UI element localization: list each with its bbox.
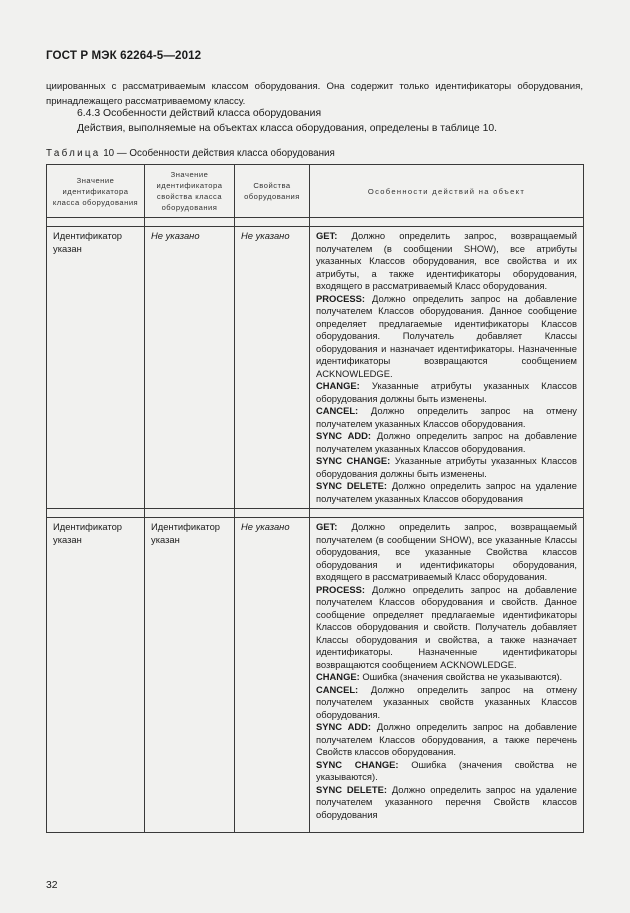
action-text: Ошибка (значения свойства не указываются). [359, 671, 563, 682]
cell-action-features [310, 227, 584, 509]
action-text: Указанные атрибуты указанных Классов оборудования должны быть изменены. [316, 455, 577, 479]
section-heading: 6.4.3 Особенности действий класса оборудования [77, 108, 322, 119]
action-label: GET: [316, 230, 338, 241]
action-label: SYNC DELETE: [316, 480, 387, 491]
action-entry [316, 684, 577, 722]
cell-equipment-properties: Не указано [235, 227, 310, 509]
action-label: SYNC CHANGE: [316, 455, 391, 466]
table-row [47, 518, 584, 833]
page-number: 32 [46, 880, 58, 891]
action-label: CANCEL: [316, 405, 359, 416]
action-label: PROCESS: [316, 292, 365, 304]
action-text: Должно определить запрос, возвращаемый получателем (в сообщении SHOW), все указанные Классы оборудования, все указанные Свойства классов оборудования и идентификаторы оборудования, входящего в рассматриваемый Класс оборудования. [316, 521, 577, 582]
action-label: SYNC ADD: [316, 430, 372, 441]
header-property-id: Значение идентификатора свойства класса оборудования [145, 165, 235, 218]
action-label: CHANGE: [316, 380, 360, 391]
action-entry [316, 230, 577, 293]
action-entry [316, 671, 577, 684]
action-entry [316, 380, 577, 405]
action-label: SYNC CHANGE: [316, 758, 399, 770]
cell-class-id: Идентификатор указан [47, 227, 145, 509]
action-text: Должно определить запрос на удаление получателем указанных Классов оборудования [316, 480, 578, 504]
table-caption-prefix: Таблица [46, 148, 101, 159]
action-entry [316, 759, 577, 784]
action-label: SYNC ADD: [316, 721, 372, 732]
action-entry [316, 405, 577, 430]
document-header: ГОСТ Р МЭК 62264-5—2012 [46, 49, 202, 62]
action-label: CANCEL: [316, 683, 359, 695]
action-text: Должно определить запрос, возвращаемый получателем (в сообщении SHOW), все атрибуты указанных Классов оборудования, все свойства и их атрибуты, а также идентификаторы оборудования, входящего в рассматриваемый Класс оборудования. [316, 230, 577, 291]
action-entry [316, 455, 577, 480]
table-spacer-row [47, 218, 584, 227]
action-text: Должно определить запрос на добавление получателем указанных Классов оборудования. [316, 430, 577, 454]
cell-class-id: Идентификатор указан [47, 518, 145, 833]
action-label: GET: [316, 521, 338, 532]
cell-property-id: Идентификатор указан [145, 518, 235, 833]
action-text: Указанные атрибуты указанных Классов оборудования должны быть изменены. [316, 380, 577, 404]
actions-table [46, 164, 584, 833]
cell-action-features [310, 518, 584, 833]
cell-property-id: Не указано [145, 227, 235, 509]
action-entry [316, 293, 577, 381]
action-entry [316, 521, 577, 584]
action-entry [316, 480, 577, 505]
action-label: SYNC DELETE: [316, 783, 387, 795]
intro-paragraph: циированных с рассматриваемым классом оборудования. Она содержит только идентификаторы оборудования, принадлежащего рассматриваемому классу. [46, 81, 583, 107]
header-action-features: Особенности действий на объект [310, 165, 584, 218]
action-text: Должно определить запрос на отмену получателем указанных свойств указанных Классов оборудования. [316, 683, 577, 720]
action-label: CHANGE: [316, 671, 360, 682]
table-spacer-row [47, 509, 584, 518]
table-row [47, 227, 584, 509]
section-paragraph: Действия, выполняемые на объектах класса оборудования, определены в таблице 10. [77, 123, 498, 134]
action-text: Должно определить запрос на добавление получателем Классов оборудования. Данное сообщение определяет предлагаемые идентификаторы Классов оборудования. Получатель добавляет Классы оборудования и назначает идентификаторы. Назначенные идентификаторы возвращаются сообщением ACKNOWLEDGE. [316, 292, 577, 379]
action-entry [316, 430, 577, 455]
table-caption [46, 148, 335, 159]
action-entry [316, 784, 577, 822]
action-entry [316, 584, 577, 672]
table-header-row [47, 165, 584, 218]
table-caption-text: 10 — Особенности действия класса оборудования [100, 148, 335, 159]
cell-equipment-properties: Не указано [235, 518, 310, 833]
action-text: Должно определить запрос на удаление получателем указанного перечня Свойств классов оборудования [316, 783, 578, 820]
action-text: Ошибка (значения свойства не указываются). [316, 758, 577, 782]
action-entry [316, 721, 577, 759]
header-equipment-properties: Свойства оборудования [235, 165, 310, 218]
action-text: Должно определить запрос на отмену получателем указанных Классов оборудования. [316, 405, 577, 429]
action-text: Должно определить запрос на добавление получателем Классов оборудования, а также перечень Свойств классов оборудования. [316, 721, 577, 757]
header-class-id: Значение идентификатора класса оборудования [47, 165, 145, 218]
action-text: Должно определить запрос на добавление получателем Классов оборудования и свойств. Данное сообщение определяет предлагаемые идентификаторы Классов оборудования и свойств. Получатель добавляет Классы оборудования и свойства, а также назначает идентификаторы. Назначенные идентификаторы возвращаются сообщением ACKNOWLEDGE. [316, 583, 577, 670]
action-label: PROCESS: [316, 583, 365, 595]
